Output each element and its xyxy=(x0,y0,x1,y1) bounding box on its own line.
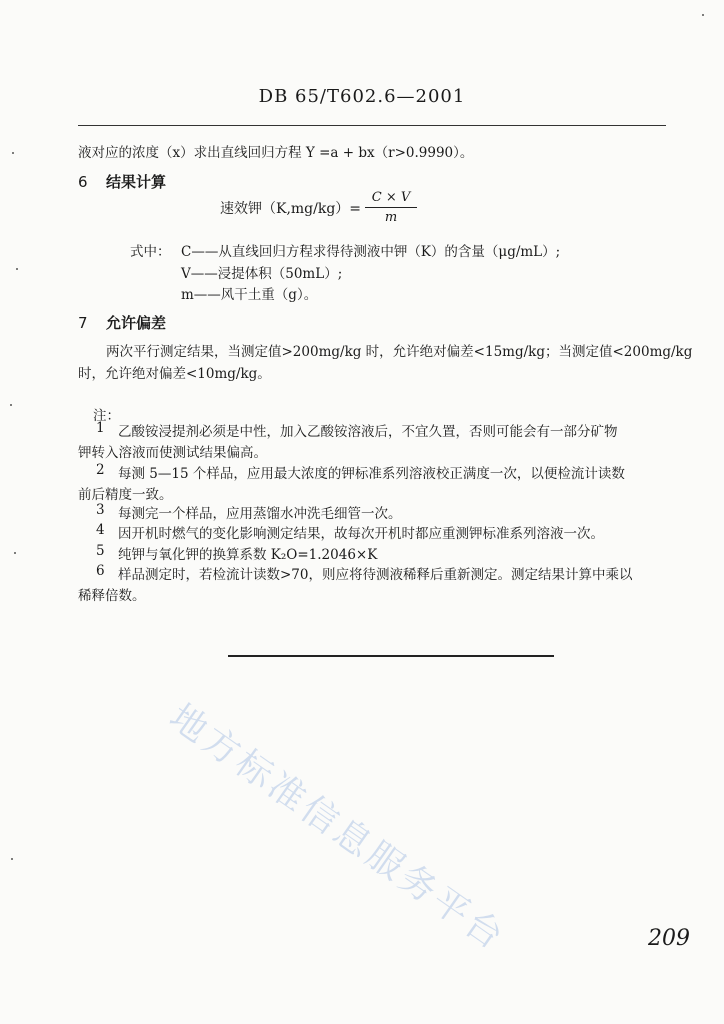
formula-denominator: m xyxy=(384,210,398,225)
section-6-heading xyxy=(78,171,166,192)
note-text: 因开机时燃气的变化影响测定结果，故每次开机时都应重测钾标准系列溶液一次。 xyxy=(118,526,604,542)
note-text: 每测 5—15 个样品，应用最大浓度的钾标准系列溶液校正满度一次，以便检流计读数 xyxy=(118,466,625,482)
scan-speck xyxy=(12,152,14,154)
note-text: 乙酸铵浸提剂必须是中性，加入乙酸铵溶液后，不宜久置，否则可能会有一部分矿物 xyxy=(118,424,618,440)
note-text: 每测完一个样品，应用蒸馏水冲洗毛细管一次。 xyxy=(118,506,402,522)
note-text: 纯钾与氧化钾的换算系数 K₂O=1.2046×K xyxy=(118,547,378,563)
section-7-number: 7 xyxy=(78,314,88,332)
scan-speck xyxy=(702,14,704,16)
where-label: 式中： xyxy=(130,244,171,260)
note-number: 5 xyxy=(96,543,105,559)
definition-m: m——风干土重（g）。 xyxy=(181,287,318,303)
header-rule xyxy=(78,125,666,126)
note-text-continued: 稀释倍数。 xyxy=(78,588,146,604)
scan-speck xyxy=(16,268,18,270)
formula-fraction xyxy=(365,190,417,225)
watermark: 地方标准信息服务平台 xyxy=(161,696,514,960)
tolerance-line-1: 两次平行测定结果，当测定值>200mg/kg 时，允许绝对偏差<15mg/kg；当测定值<200mg/kg xyxy=(106,344,693,360)
fraction-bar xyxy=(365,207,417,208)
tolerance-line-2: 时，允许绝对偏差<10mg/kg。 xyxy=(78,366,271,382)
section-7-title: 允许偏差 xyxy=(106,314,167,332)
note-text-continued: 钾转入溶液而使测试结果偏高。 xyxy=(78,445,267,461)
section-7-heading xyxy=(78,312,166,333)
note-number: 6 xyxy=(96,563,105,579)
document-code: DB 65/T602.6—2001 xyxy=(258,86,466,107)
notes-label: 注： xyxy=(93,408,120,424)
scan-speck xyxy=(11,858,13,860)
formula-numerator: C × V xyxy=(371,190,411,205)
definition-v: V——浸提体积（50mL）; xyxy=(181,266,343,282)
note-number: 3 xyxy=(96,502,105,518)
formula-lhs: 速效钾（K,mg/kg）= xyxy=(220,200,362,217)
note-number: 4 xyxy=(96,522,105,538)
note-number: 1 xyxy=(96,420,105,436)
continuation-text: 液对应的浓度（x）求出直线回归方程 Y =a + bx（r>0.9990）。 xyxy=(78,145,474,161)
end-rule xyxy=(228,655,554,657)
note-number: 2 xyxy=(96,462,105,478)
scan-speck xyxy=(10,404,12,406)
section-6-number: 6 xyxy=(78,173,88,191)
note-text: 样品测定时，若检流计读数>70，则应将待测液稀释后重新测定。测定结果计算中乘以 xyxy=(118,567,633,583)
definition-c: C——从直线回归方程求得待测液中钾（K）的含量（μg/mL）; xyxy=(181,244,561,260)
note-text-continued: 前后精度一致。 xyxy=(78,487,173,503)
handwritten-page-number: 209 xyxy=(648,926,690,951)
section-6-title: 结果计算 xyxy=(106,173,167,191)
scan-speck xyxy=(14,552,16,554)
result-formula xyxy=(220,190,417,225)
